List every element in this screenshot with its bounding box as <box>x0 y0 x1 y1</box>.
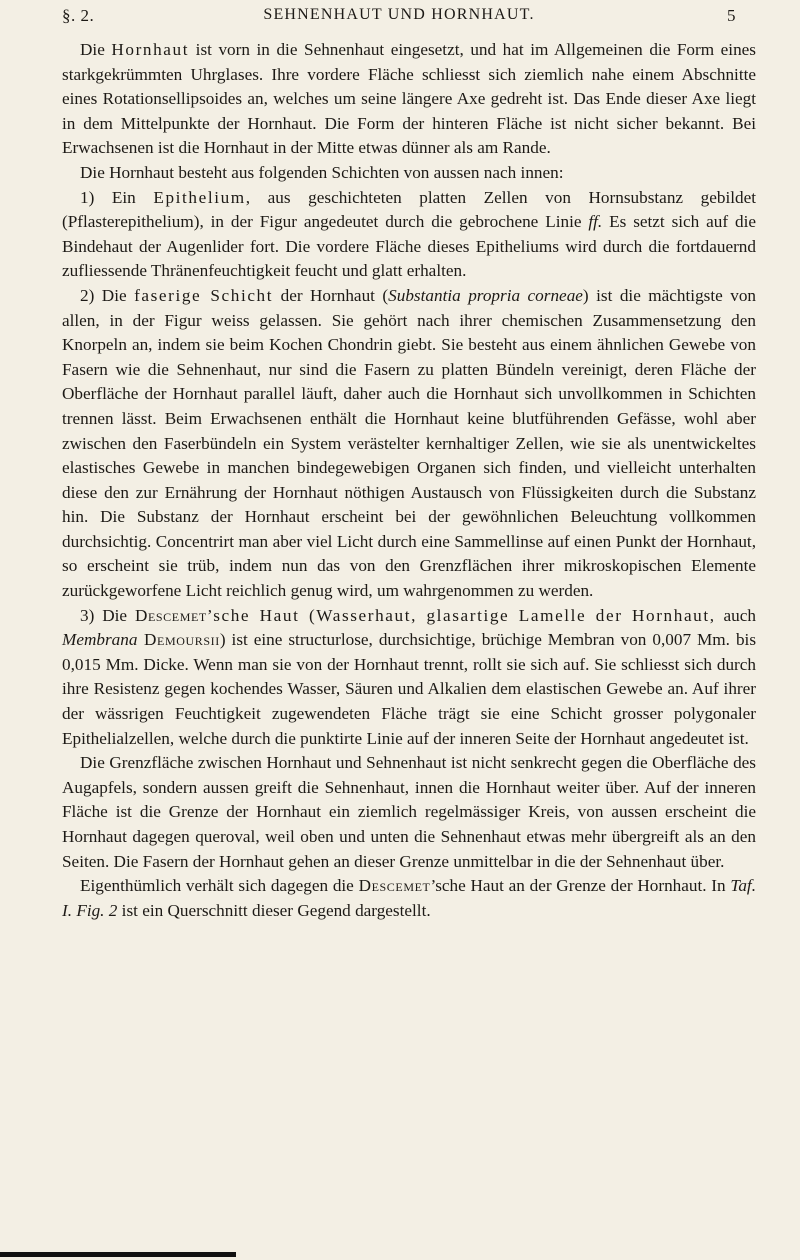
section-number: §. 2. <box>62 6 95 25</box>
term-epithelium: Epithelium <box>153 187 246 207</box>
paragraph-eigenthuemlich <box>62 874 756 923</box>
name-demoursii: Demoursii <box>137 630 220 650</box>
paragraph-text: der Hornhaut ( <box>273 285 389 305</box>
name-descemet: Descemet <box>358 876 431 896</box>
paragraph-descemet-haut <box>62 604 756 752</box>
list-number: 2) Die <box>80 285 135 305</box>
body-text <box>62 38 756 923</box>
list-number: 1) Ein <box>80 187 154 207</box>
paragraph-text-continued: ’sche Haut an der Grenze der Hornhaut. In <box>430 876 731 896</box>
page-number: 5 <box>727 6 736 25</box>
paragraph-epithelium <box>62 186 756 284</box>
paragraph-text: Die Hornhaut besteht aus folgenden Schichten von aussen nach innen: <box>80 162 564 182</box>
running-title: SEHNENHAUT UND HORNHAUT. <box>263 6 535 23</box>
running-head <box>62 6 736 30</box>
paragraph-text-continued: Es setzt sich auf die Bindehaut der Augenlider fort. Die vordere Fläche dieses Epitheliums wird durch die fortdauernd zufliessende Thränenfeuchtigkeit feucht und glatt erhalten. <box>62 212 756 281</box>
paragraph-text: Die Grenzfläche zwischen Hornhaut und Sehnenhaut ist nicht senkrecht gegen die Oberfläche des Augapfels, sondern aussen greift die Sehnenhaut, innen die Hornhaut weiter über. Auf der inneren Fläche ist die Grenze der Hornhaut ein ziemlich regelmässiger Kreis, von aussen erscheint die Hornhaut dagegen queroval, weil oben und unten die Sehnenhaut etwas mehr übergreift als an den Seiten. Die Fasern der Hornhaut gehen an dieser Grenze unmittelbar in die der Sehnenhaut über. <box>62 753 756 871</box>
paragraph-hornhaut-intro: Die Hornhaut ist vorn in die Sehnenhaut eingesetzt, und hat im Allgemeinen die Form eines starkgekrümmten Uhrglases. Ihre vordere Fläche schliesst sich ziemlich nahe einem Abschnitte eines Rotationsellipsoides an, welches um seine längere Axe gedreht ist. Das Ende dieser Axe liegt in dem Mittelpunkte der Hornhaut. Die Form der hinteren Fläche ist nicht sicher bekannt. Bei Erwachsenen ist die Hornhaut in der Mitte etwas dünner als am Rande. <box>62 40 756 158</box>
paragraph-text-continued: ) ist eine structurlose, durchsichtige, brüchige Membran von 0,007 Mm. bis 0,015 Mm. Dicke. Wenn man sie von der Hornhaut trennt, rollt sie sich auf. Sie schliesst sich durch ihre Resistenz gegen kochendes Wasser, Säuren und Alkalien dem elastischen Gewebe an. Auf ihrer der wässrigen Feuchtigkeit zugewendeten Fläche trägt sie eine Schicht grosser polygonaler Epithelialzellen, welche durch die punktirte Linie auf der inneren Seite der Hornhaut angedeutet ist. <box>62 630 757 748</box>
paragraph-text: , aus geschichteten platten Zellen von Hornsubstanz gebildet (Pflasterepithelium), in der Figur angedeutet durch die gebrochene Linie <box>62 187 756 232</box>
figure-label: ff. <box>588 212 603 232</box>
paragraph-faserige-schicht <box>62 284 756 604</box>
paragraph-text: ist vorn in die Sehnenhaut eingesetzt, und hat im Allgemeinen die Form eines starkgekrümmten Uhrglases. Ihre vordere Fläche schliesst sich ziemlich nahe einem Abschnitte eines Rotationsellipsoides an, welches um seine längere Axe gedreht ist. Das Ende dieser Axe liegt in dem Mittelpunkte der Hornhaut. Die Form der hinteren Fläche ist nicht sicher bekannt. Bei Erwachsenen ist die Hornhaut in der Mitte etwas dünner als am Rande. <box>62 40 756 158</box>
page-edge-shadow <box>0 1252 236 1257</box>
paragraph-text-continued: ) ist die mächtigste von allen, in der Figur weiss gelassen. Sie gehört nach ihrer chemischen Zusammensetzung den Knorpeln an, indem sie beim Kochen Chondrin giebt. Sie besteht aus einem ähnlichen Gewebe von Fasern wie die Sehnenhaut, nur sind die Fasern zu platten Bündeln vereinigt, deren Fläche der Oberfläche der Hornhaut parallel läuft, daher auch die Hornhaut sich unvollkommen in Schichten trennen lässt. Beim Erwachsenen enthält die Hornhaut keine blutführenden Gefässe, wohl aber zwischen den Faserbündeln ein System verästelter kernhaltiger Zellen, wie sie als unentwickeltes elastisches Gewebe in manchen bindegewebigen Organen sich finden, und vielleicht unterhalten diese den zur Ernährung der Hornhaut nöthigen Austausch von Flüssigkeiten durch die Substanz hin. Die Substanz der Hornhaut erscheint bei der gewöhnlichen Beleuchtung vollkommen durchsichtig. Concentrirt man aber viel Licht durch eine Sammellinse auf einen Punkt der Hornhaut, so erscheint sie trüb, indem nun das von den Grenzflächen ihrer mikroskopischen Elemente zurückgeworfene Licht reichlich genug wird, um wahrgenommen zu werden. <box>62 285 757 601</box>
plate-reference: Taf. I. Fig. 2 <box>62 876 757 920</box>
paragraph-text: Eigenthümlich verhält sich dagegen die <box>80 876 359 896</box>
latin-term: Substantia propria corneae <box>388 285 583 305</box>
list-number: 3) Die <box>80 605 135 625</box>
term-hornhaut: Hornhaut <box>111 40 190 59</box>
paragraph-text-end: ist ein Querschnitt dieser Gegend dargestellt. <box>117 900 431 920</box>
name-descemet: Descemet <box>134 605 207 625</box>
paragraph-grenzflaeche <box>62 751 756 874</box>
latin-term: Membrana <box>62 630 138 650</box>
paragraph-text: auch <box>715 605 756 625</box>
term-descemet-haut: ’sche Haut (Wasserhaut, glasartige Lamelle der Hornhaut, <box>206 605 716 625</box>
paragraph-layers-intro <box>62 161 756 186</box>
term-faserige-schicht: faserige Schicht <box>134 285 274 305</box>
